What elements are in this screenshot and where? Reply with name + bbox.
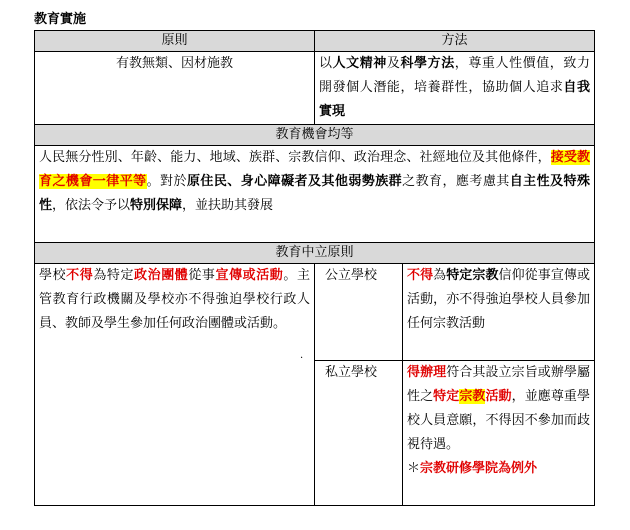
- neutrality-header: 教育中立原則: [35, 243, 595, 264]
- principle-header: 原則: [35, 31, 315, 52]
- eo-text-4: ，依法令予以: [52, 198, 131, 213]
- private-religion-highlight: 宗教: [459, 389, 486, 404]
- neut-text-2: 為特定: [93, 268, 135, 283]
- eo-equal-access-highlight: 接受教育之機會一律平等: [39, 150, 590, 189]
- public-school-cell: [403, 264, 595, 361]
- neut-propaganda: 宣傳或活動: [215, 268, 284, 283]
- equal-opportunity-cell: [35, 146, 595, 243]
- equal-opportunity-row: [35, 146, 595, 243]
- eo-text-2: 。對於: [146, 174, 187, 189]
- eo-disadvantaged-groups: 原住民、身心障礙者及其他弱勢族群: [186, 174, 403, 189]
- private-school-label: 私立學校: [315, 361, 403, 506]
- public-text-1: 為: [433, 268, 447, 283]
- eo-text-5: ，並扶助其發展: [182, 198, 274, 213]
- method-header: 方法: [315, 31, 595, 52]
- eo-special-protection: 特別保障: [130, 198, 183, 213]
- private-exception-note: 宗教研修學院為例外: [420, 461, 538, 476]
- neut-text-1: 學校: [39, 268, 67, 283]
- neut-text-3: 從事: [188, 268, 216, 283]
- method-text-2: 及: [386, 56, 401, 71]
- principle-row: [35, 52, 595, 125]
- education-table: [34, 30, 595, 506]
- method-science: 科學方法: [400, 56, 455, 71]
- method-self-actualization: 自我實現: [319, 80, 591, 119]
- equal-opportunity-header-row: [35, 125, 595, 146]
- private-text-2: ，並應尊重學校人員意願，不得因不參加而歧視待遇。: [407, 389, 591, 452]
- neutrality-header-row: [35, 243, 595, 264]
- neut-forbidden: 不得: [66, 268, 94, 283]
- private-school-cell: [403, 361, 595, 506]
- method-text-1: 以: [319, 56, 333, 71]
- eo-text-3: 之教育，應考慮其: [402, 174, 510, 189]
- eo-text-1: 人民無分性別、年齡、能力、地域、族群、宗教信仰、政治理念、社經地位及其他條件，: [39, 150, 551, 165]
- neutrality-political-cell: [35, 264, 315, 506]
- private-may-hold: 得辦理: [407, 365, 447, 380]
- public-specific-religion: 特定宗教: [446, 268, 499, 283]
- method-cell: [315, 52, 595, 125]
- private-specific: 特定: [433, 389, 460, 404]
- eo-autonomy: 自主性及特殊性: [39, 174, 590, 213]
- method-humanism: 人文精神: [332, 56, 387, 71]
- public-text-2: 信仰從事宣傳或活動，亦不得強迫學校人員參加任何宗教活動: [407, 268, 591, 331]
- stray-dot: .: [300, 350, 304, 361]
- header-row: [35, 31, 595, 52]
- page-title: 教育實施: [34, 12, 87, 27]
- method-text-3: ，尊重人性價值，致力開發個人潛能，培養群性，協助個人追求: [319, 56, 590, 95]
- equal-opportunity-header: 教育機會均等: [35, 125, 595, 146]
- principle-cell: 有教無類、因材施教: [35, 52, 315, 125]
- private-activity: 活動: [485, 389, 512, 404]
- neut-political-group: 政治團體: [134, 268, 189, 283]
- neutrality-public-row: [35, 264, 595, 361]
- private-text-1: 符合其設立宗旨或辦學屬性之: [407, 365, 590, 404]
- public-forbidden: 不得: [407, 268, 434, 283]
- neut-text-4: 。主管教育行政機關及學校亦不得強迫學校行政人員、教師及學生參加任何政治團體或活動。: [39, 268, 310, 331]
- public-school-label: 公立學校: [315, 264, 403, 361]
- asterisk-mark: ＊: [407, 461, 421, 476]
